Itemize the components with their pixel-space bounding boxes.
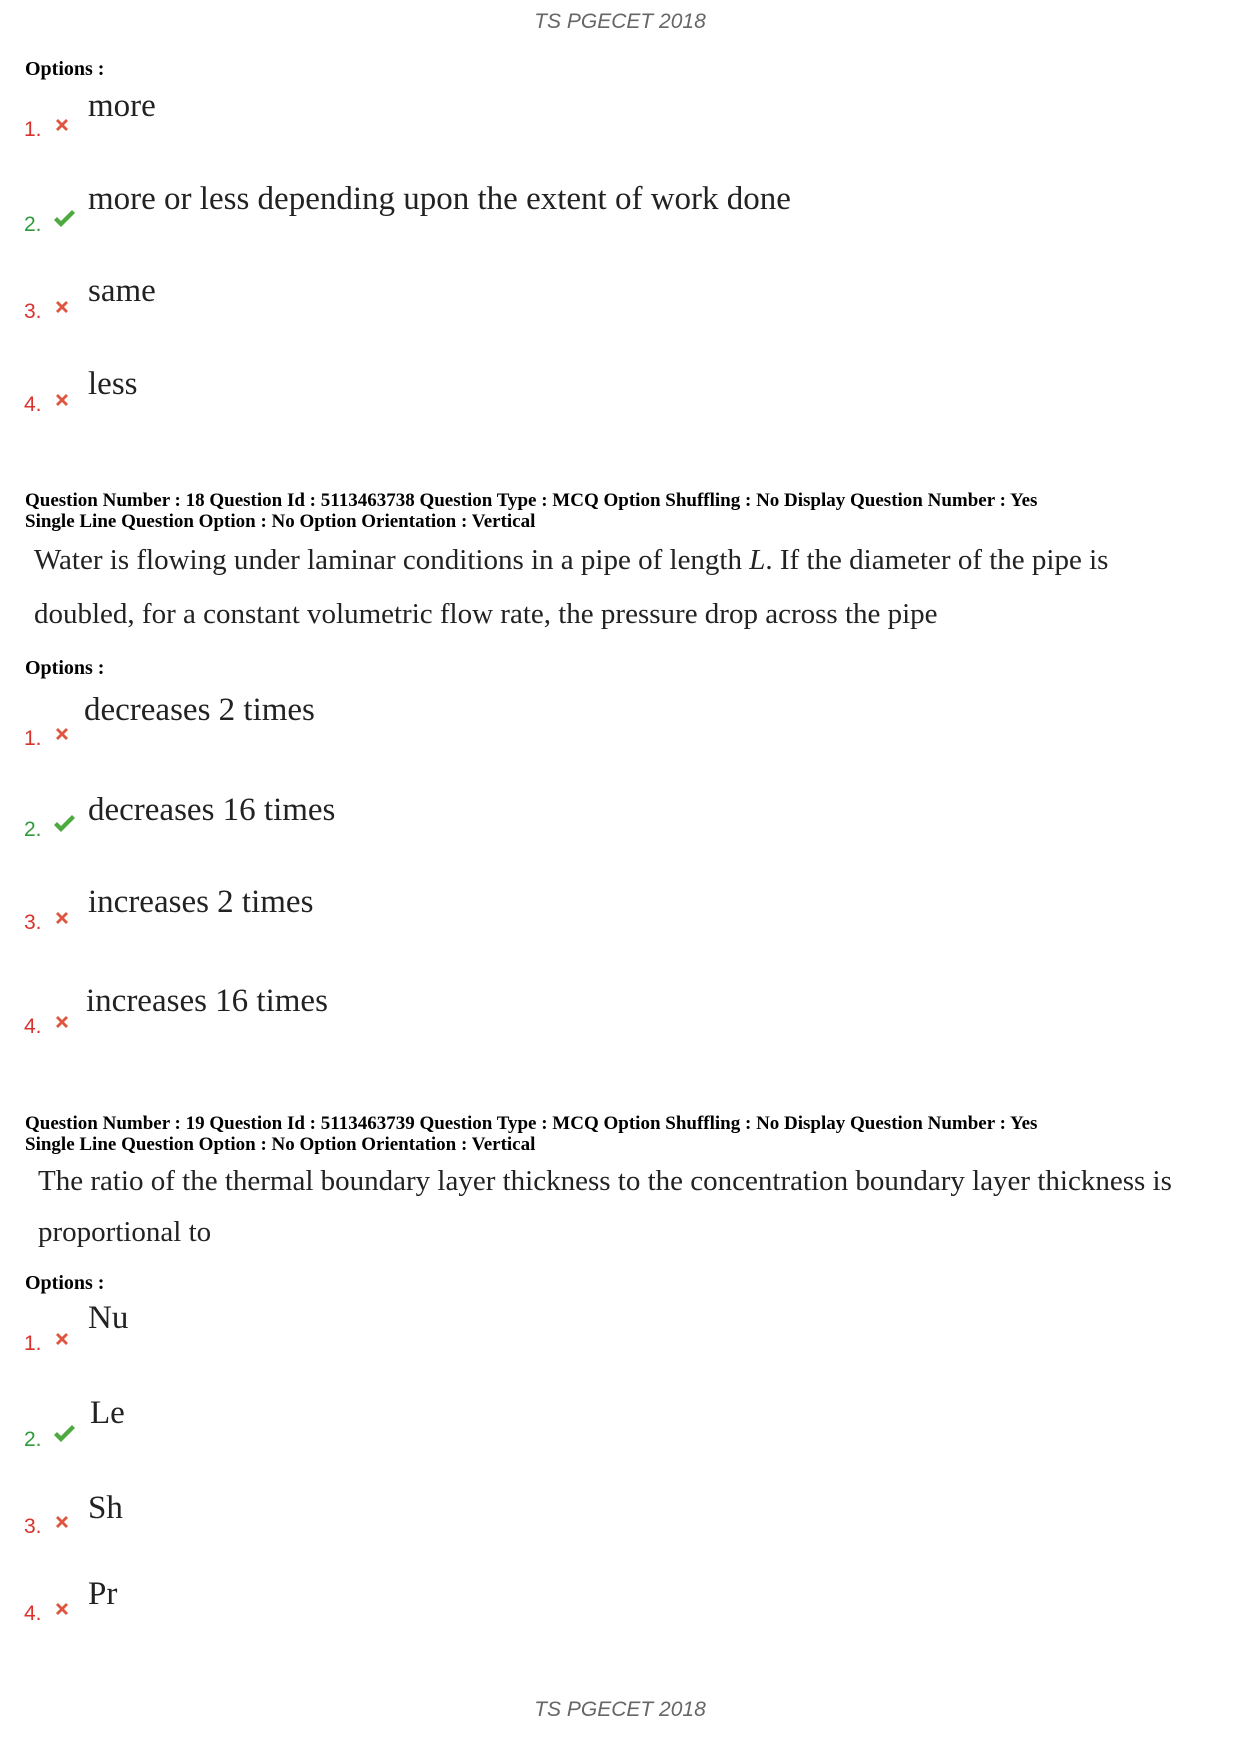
checkmark-icon — [52, 813, 76, 835]
option-number: 1. — [24, 727, 42, 750]
option-number: 1. — [24, 118, 42, 141]
cross-icon — [52, 1012, 72, 1032]
option-text: more — [88, 88, 156, 124]
option-number: 1. — [24, 1332, 42, 1355]
option-number: 2. — [24, 1428, 42, 1451]
options-label: Options : — [25, 657, 105, 679]
option-number: 2. — [24, 213, 42, 236]
option-number: 3. — [24, 1515, 42, 1538]
question-meta-line-2: Single Line Question Option : No Option Orientation : Vertical — [25, 1134, 536, 1155]
checkmark-icon — [52, 1423, 76, 1445]
question-text-line-2: proportional to — [38, 1216, 212, 1248]
question-text-line-2: doubled, for a constant volumetric flow rate, the pressure drop across the pipe — [34, 598, 938, 630]
option-text: Nu — [88, 1300, 129, 1336]
question-meta-line-2: Single Line Question Option : No Option Orientation : Vertical — [25, 511, 536, 532]
options-label: Options : — [25, 1272, 105, 1294]
option-number: 3. — [24, 911, 42, 934]
question-meta-line-1: Question Number : 18 Question Id : 5113463738 Question Type : MCQ Option Shuffling : No Display Question Number : Yes — [25, 490, 1038, 511]
option-number: 4. — [24, 1015, 42, 1038]
cross-icon — [52, 390, 72, 410]
option-text: decreases 2 times — [84, 692, 315, 728]
option-number: 4. — [24, 393, 42, 416]
option-text: Le — [90, 1395, 125, 1431]
question-meta-line-1: Question Number : 19 Question Id : 5113463739 Question Type : MCQ Option Shuffling : No Display Question Number : Yes — [25, 1113, 1038, 1134]
option-text: Sh — [88, 1490, 123, 1526]
cross-icon — [52, 297, 72, 317]
cross-icon — [52, 1329, 72, 1349]
cross-icon — [52, 724, 72, 744]
question-text-line-1: The ratio of the thermal boundary layer thickness to the concentration boundary layer thickness is — [38, 1165, 1172, 1197]
option-text: Pr — [88, 1576, 118, 1612]
cross-icon — [52, 908, 72, 928]
cross-icon — [52, 1599, 72, 1619]
option-text: more or less depending upon the extent of work done — [88, 181, 791, 217]
option-number: 4. — [24, 1602, 42, 1625]
option-text: decreases 16 times — [88, 792, 336, 828]
question-text-line-1: Water is flowing under laminar conditions in a pipe of length L. If the diameter of the pipe is — [34, 544, 1109, 576]
cross-icon — [52, 1512, 72, 1532]
cross-icon — [52, 115, 72, 135]
option-number: 3. — [24, 300, 42, 323]
option-text: less — [88, 366, 138, 402]
option-number: 2. — [24, 818, 42, 841]
page-footer: TS PGECET 2018 — [534, 1698, 706, 1721]
page-header: TS PGECET 2018 — [534, 10, 706, 33]
option-text: increases 16 times — [86, 983, 328, 1019]
option-text: same — [88, 273, 156, 309]
options-label: Options : — [25, 58, 105, 80]
option-text: increases 2 times — [88, 884, 314, 920]
checkmark-icon — [52, 208, 76, 230]
